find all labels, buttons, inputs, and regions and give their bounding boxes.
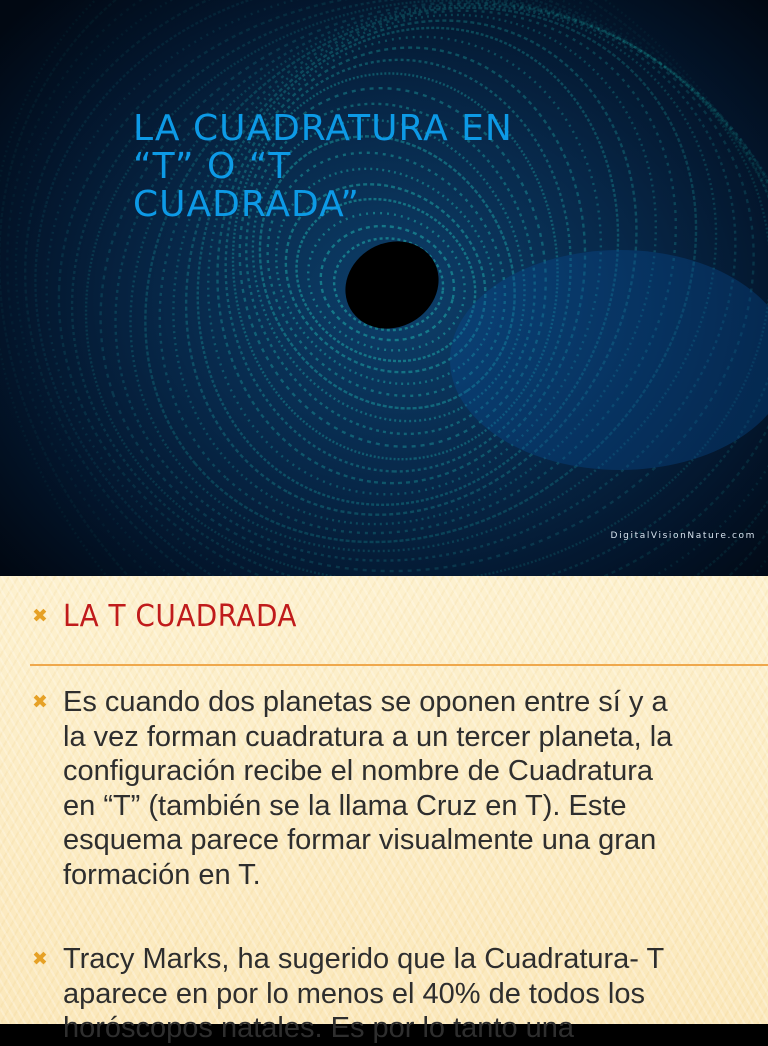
bullet-paragraph [63, 942, 753, 1046]
paragraph-line: horóscopos natales. Es por lo tanto una [63, 1012, 575, 1044]
paragraph-line: formación en T. [63, 858, 261, 891]
paragraph-line: aparece en por lo menos el 40% de todos los [63, 977, 645, 1010]
x-mark-bullet-icon: ✖ [32, 948, 48, 970]
bullet-item [32, 942, 753, 1046]
paragraph-line: la vez forman cuadratura a un tercer planeta, la [63, 720, 673, 753]
bullet-item [32, 685, 753, 892]
content-slide [0, 576, 768, 1044]
slide-title: LA CUADRATURA EN “T” O “T CUADRADA” [133, 108, 513, 225]
paragraph-line: Tracy Marks, ha sugerido que la Cuadratura- T [63, 943, 665, 975]
heading-row [32, 599, 315, 635]
paragraph-line: Es cuando dos planetas se oponen entre sí y a [63, 686, 668, 718]
x-mark-bullet-icon: ✖ [32, 605, 48, 627]
paragraph-line: esquema parece formar visualmente una gran [63, 824, 657, 856]
bullet-paragraph [63, 685, 753, 892]
paragraph-line: configuración recibe el nombre de Cuadratura [63, 755, 654, 787]
slide-heading: LA T CUADRADA [63, 599, 297, 634]
heading-divider [30, 664, 768, 666]
x-mark-bullet-icon: ✖ [32, 691, 48, 713]
image-watermark: DigitalVisionNature.com [610, 531, 756, 541]
paragraph-line: en “T” (también se la llama Cruz en T). Este [63, 789, 627, 822]
